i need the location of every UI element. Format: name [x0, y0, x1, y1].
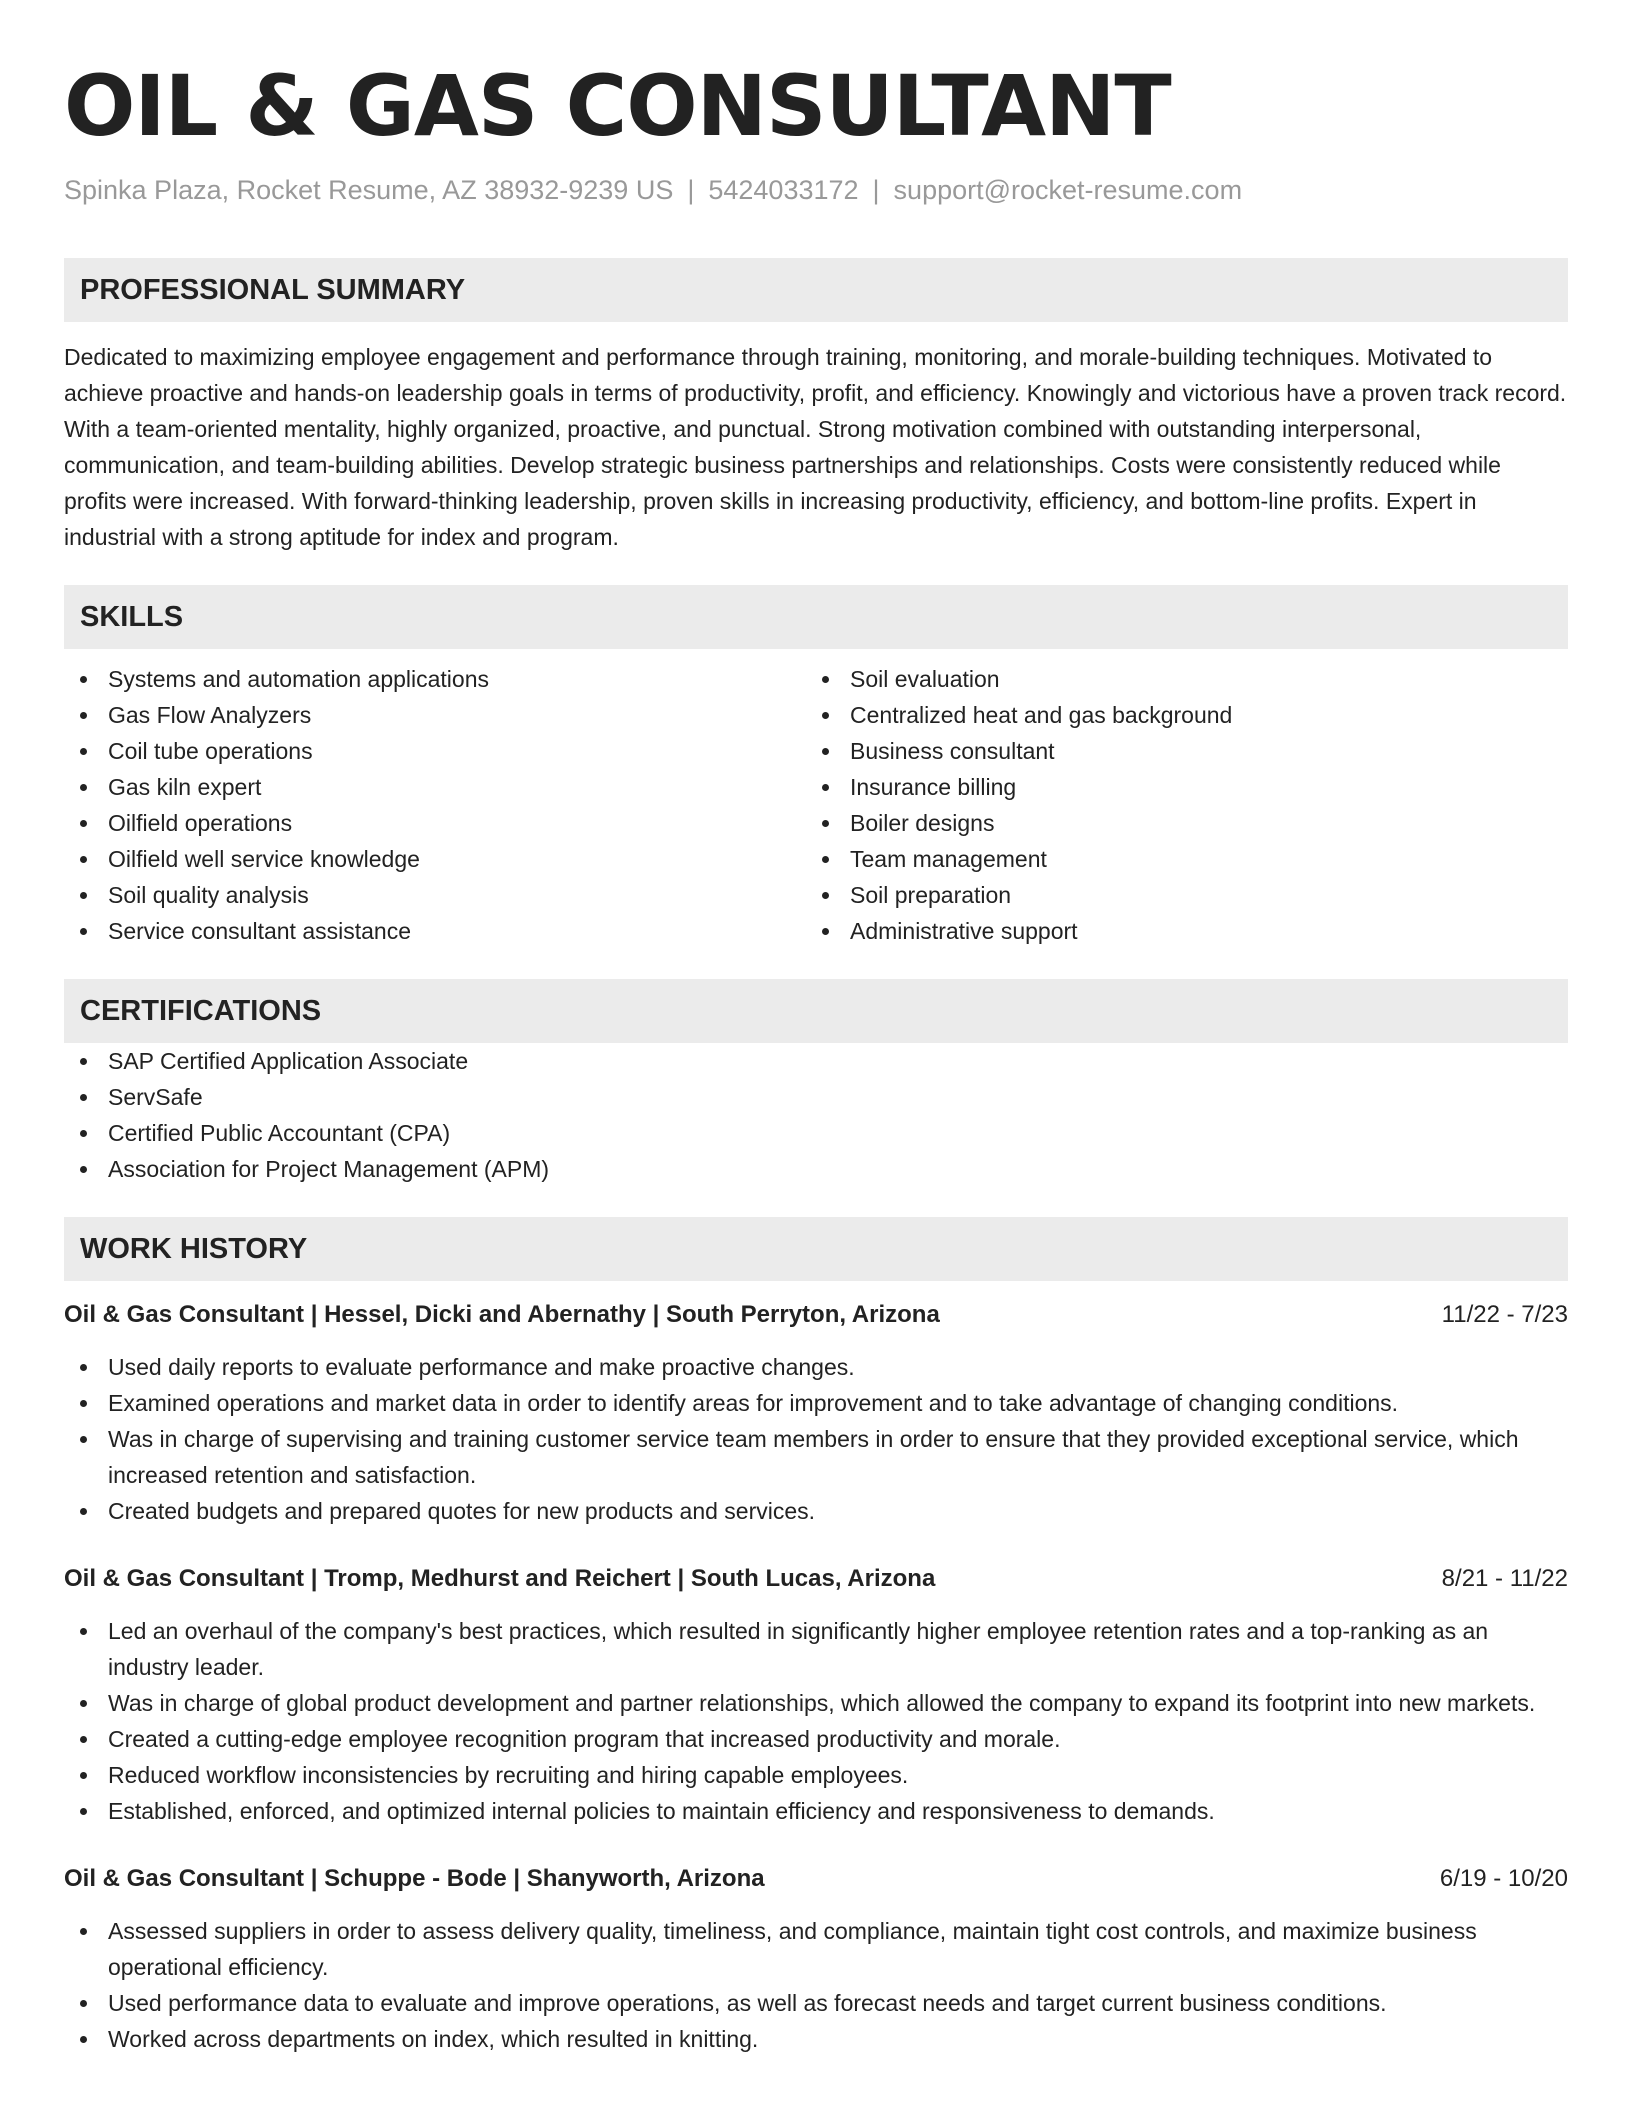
- skill-item: Soil evaluation: [806, 661, 1548, 697]
- job-bullets: [64, 1349, 1568, 1529]
- certification-item: Certified Public Accountant (CPA): [64, 1115, 1568, 1151]
- job-header: [64, 1561, 1568, 1597]
- skill-item: Team management: [806, 841, 1548, 877]
- job-bullet: Used performance data to evaluate and improve operations, as well as forecast needs and target current business conditions.: [64, 1985, 1568, 2021]
- job-entry: [64, 1561, 1568, 1829]
- job-title: Oil & Gas Consultant | Tromp, Medhurst and Reichert | South Lucas, Arizona: [64, 1565, 936, 1592]
- job-dates: 6/19 - 10/20: [1439, 1865, 1568, 1892]
- summary-text: Dedicated to maximizing employee engagement and performance through training, monitoring, and morale-building techniques. Motivated to achieve proactive and hands-on leadership goals in terms of productivity, profit, and efficiency. Knowingly and victorious have a proven track record. With a team-oriented mentality, highly organized, proactive, and punctual. Strong motivation combined with outstanding interpersonal, communication, and team-building abilities. Develop strategic business partnerships and relationships. Costs were consistently reduced while profits were increased. With forward-thinking leadership, proven skills in increasing productivity, efficiency, and bottom-line profits. Expert in industrial with a strong aptitude for index and program.: [64, 344, 1567, 550]
- job-bullet: Led an overhaul of the company's best practices, which resulted in significantly higher employee retention rates and a top-ranking as an industry leader.: [64, 1613, 1568, 1685]
- job-bullet: Assessed suppliers in order to assess delivery quality, timeliness, and compliance, maintain tight cost controls, and maximize business operational efficiency.: [64, 1913, 1568, 1985]
- skill-item: Oilfield well service knowledge: [64, 841, 806, 877]
- certification-item: SAP Certified Application Associate: [64, 1043, 1568, 1079]
- job-entry: [64, 1297, 1568, 1529]
- work-history-heading: WORK HISTORY: [64, 1217, 1568, 1281]
- skills-list: [64, 661, 1568, 949]
- skill-item: Service consultant assistance: [64, 913, 806, 949]
- job-dates: 11/22 - 7/23: [1441, 1301, 1568, 1328]
- job-title: Oil & Gas Consultant | Schuppe - Bode | Shanyworth, Arizona: [64, 1865, 765, 1892]
- job-bullet: Created budgets and prepared quotes for new products and services.: [64, 1493, 1568, 1529]
- skill-item: Coil tube operations: [64, 733, 806, 769]
- resume-content: [64, 0, 1568, 2057]
- skill-item: Business consultant: [806, 733, 1548, 769]
- certification-item: ServSafe: [64, 1079, 1568, 1115]
- skill-item: Soil quality analysis: [64, 877, 806, 913]
- job-dates: 8/21 - 11/22: [1441, 1565, 1568, 1592]
- skill-item: Soil preparation: [806, 877, 1548, 913]
- summary-heading: PROFESSIONAL SUMMARY: [64, 258, 1568, 322]
- certification-item: Association for Project Management (APM): [64, 1151, 1568, 1187]
- job-bullet: Established, enforced, and optimized internal policies to maintain efficiency and responsiveness to demands.: [64, 1793, 1568, 1829]
- skills-column-left: [64, 661, 806, 949]
- resume-name: OIL & GAS CONSULTANT: [64, 57, 1171, 155]
- job-bullet: Examined operations and market data in order to identify areas for improvement and to take advantage of changing conditions.: [64, 1385, 1568, 1421]
- skill-item: Administrative support: [806, 913, 1548, 949]
- skills-heading: SKILLS: [64, 585, 1568, 649]
- contact-phone: 5424033172: [708, 175, 859, 205]
- contact-separator: |: [872, 175, 880, 205]
- job-bullet: Created a cutting-edge employee recognition program that increased productivity and morale.: [64, 1721, 1568, 1757]
- skills-column-right: [806, 661, 1548, 949]
- skill-item: Insurance billing: [806, 769, 1548, 805]
- job-bullets: [64, 1613, 1568, 1829]
- contact-line: [64, 168, 1568, 212]
- skill-item: Centralized heat and gas background: [806, 697, 1548, 733]
- contact-address: Spinka Plaza, Rocket Resume, AZ 38932-9239 US: [64, 175, 674, 205]
- job-bullet: Worked across departments on index, which resulted in knitting.: [64, 2021, 1568, 2057]
- job-entry: [64, 1861, 1568, 2057]
- skill-item: Gas kiln expert: [64, 769, 806, 805]
- skill-item: Boiler designs: [806, 805, 1548, 841]
- job-bullet: Used daily reports to evaluate performance and make proactive changes.: [64, 1349, 1568, 1385]
- job-bullet: Reduced workflow inconsistencies by recruiting and hiring capable employees.: [64, 1757, 1568, 1793]
- job-bullet: Was in charge of global product development and partner relationships, which allowed the company to expand its footprint into new markets.: [64, 1685, 1568, 1721]
- job-header: [64, 1297, 1568, 1333]
- job-bullet: Was in charge of supervising and training customer service team members in order to ensure that they provided exceptional service, which increased retention and satisfaction.: [64, 1421, 1568, 1493]
- skill-item: Oilfield operations: [64, 805, 806, 841]
- skill-item: Gas Flow Analyzers: [64, 697, 806, 733]
- contact-separator: |: [687, 175, 695, 205]
- job-title: Oil & Gas Consultant | Hessel, Dicki and Abernathy | South Perryton, Arizona: [64, 1301, 940, 1328]
- contact-email: support@rocket-resume.com: [893, 175, 1243, 205]
- certifications-list: [64, 1043, 1568, 1187]
- job-bullets: [64, 1913, 1568, 2057]
- skill-item: Systems and automation applications: [64, 661, 806, 697]
- job-header: [64, 1861, 1568, 1897]
- certifications-heading: CERTIFICATIONS: [64, 979, 1568, 1043]
